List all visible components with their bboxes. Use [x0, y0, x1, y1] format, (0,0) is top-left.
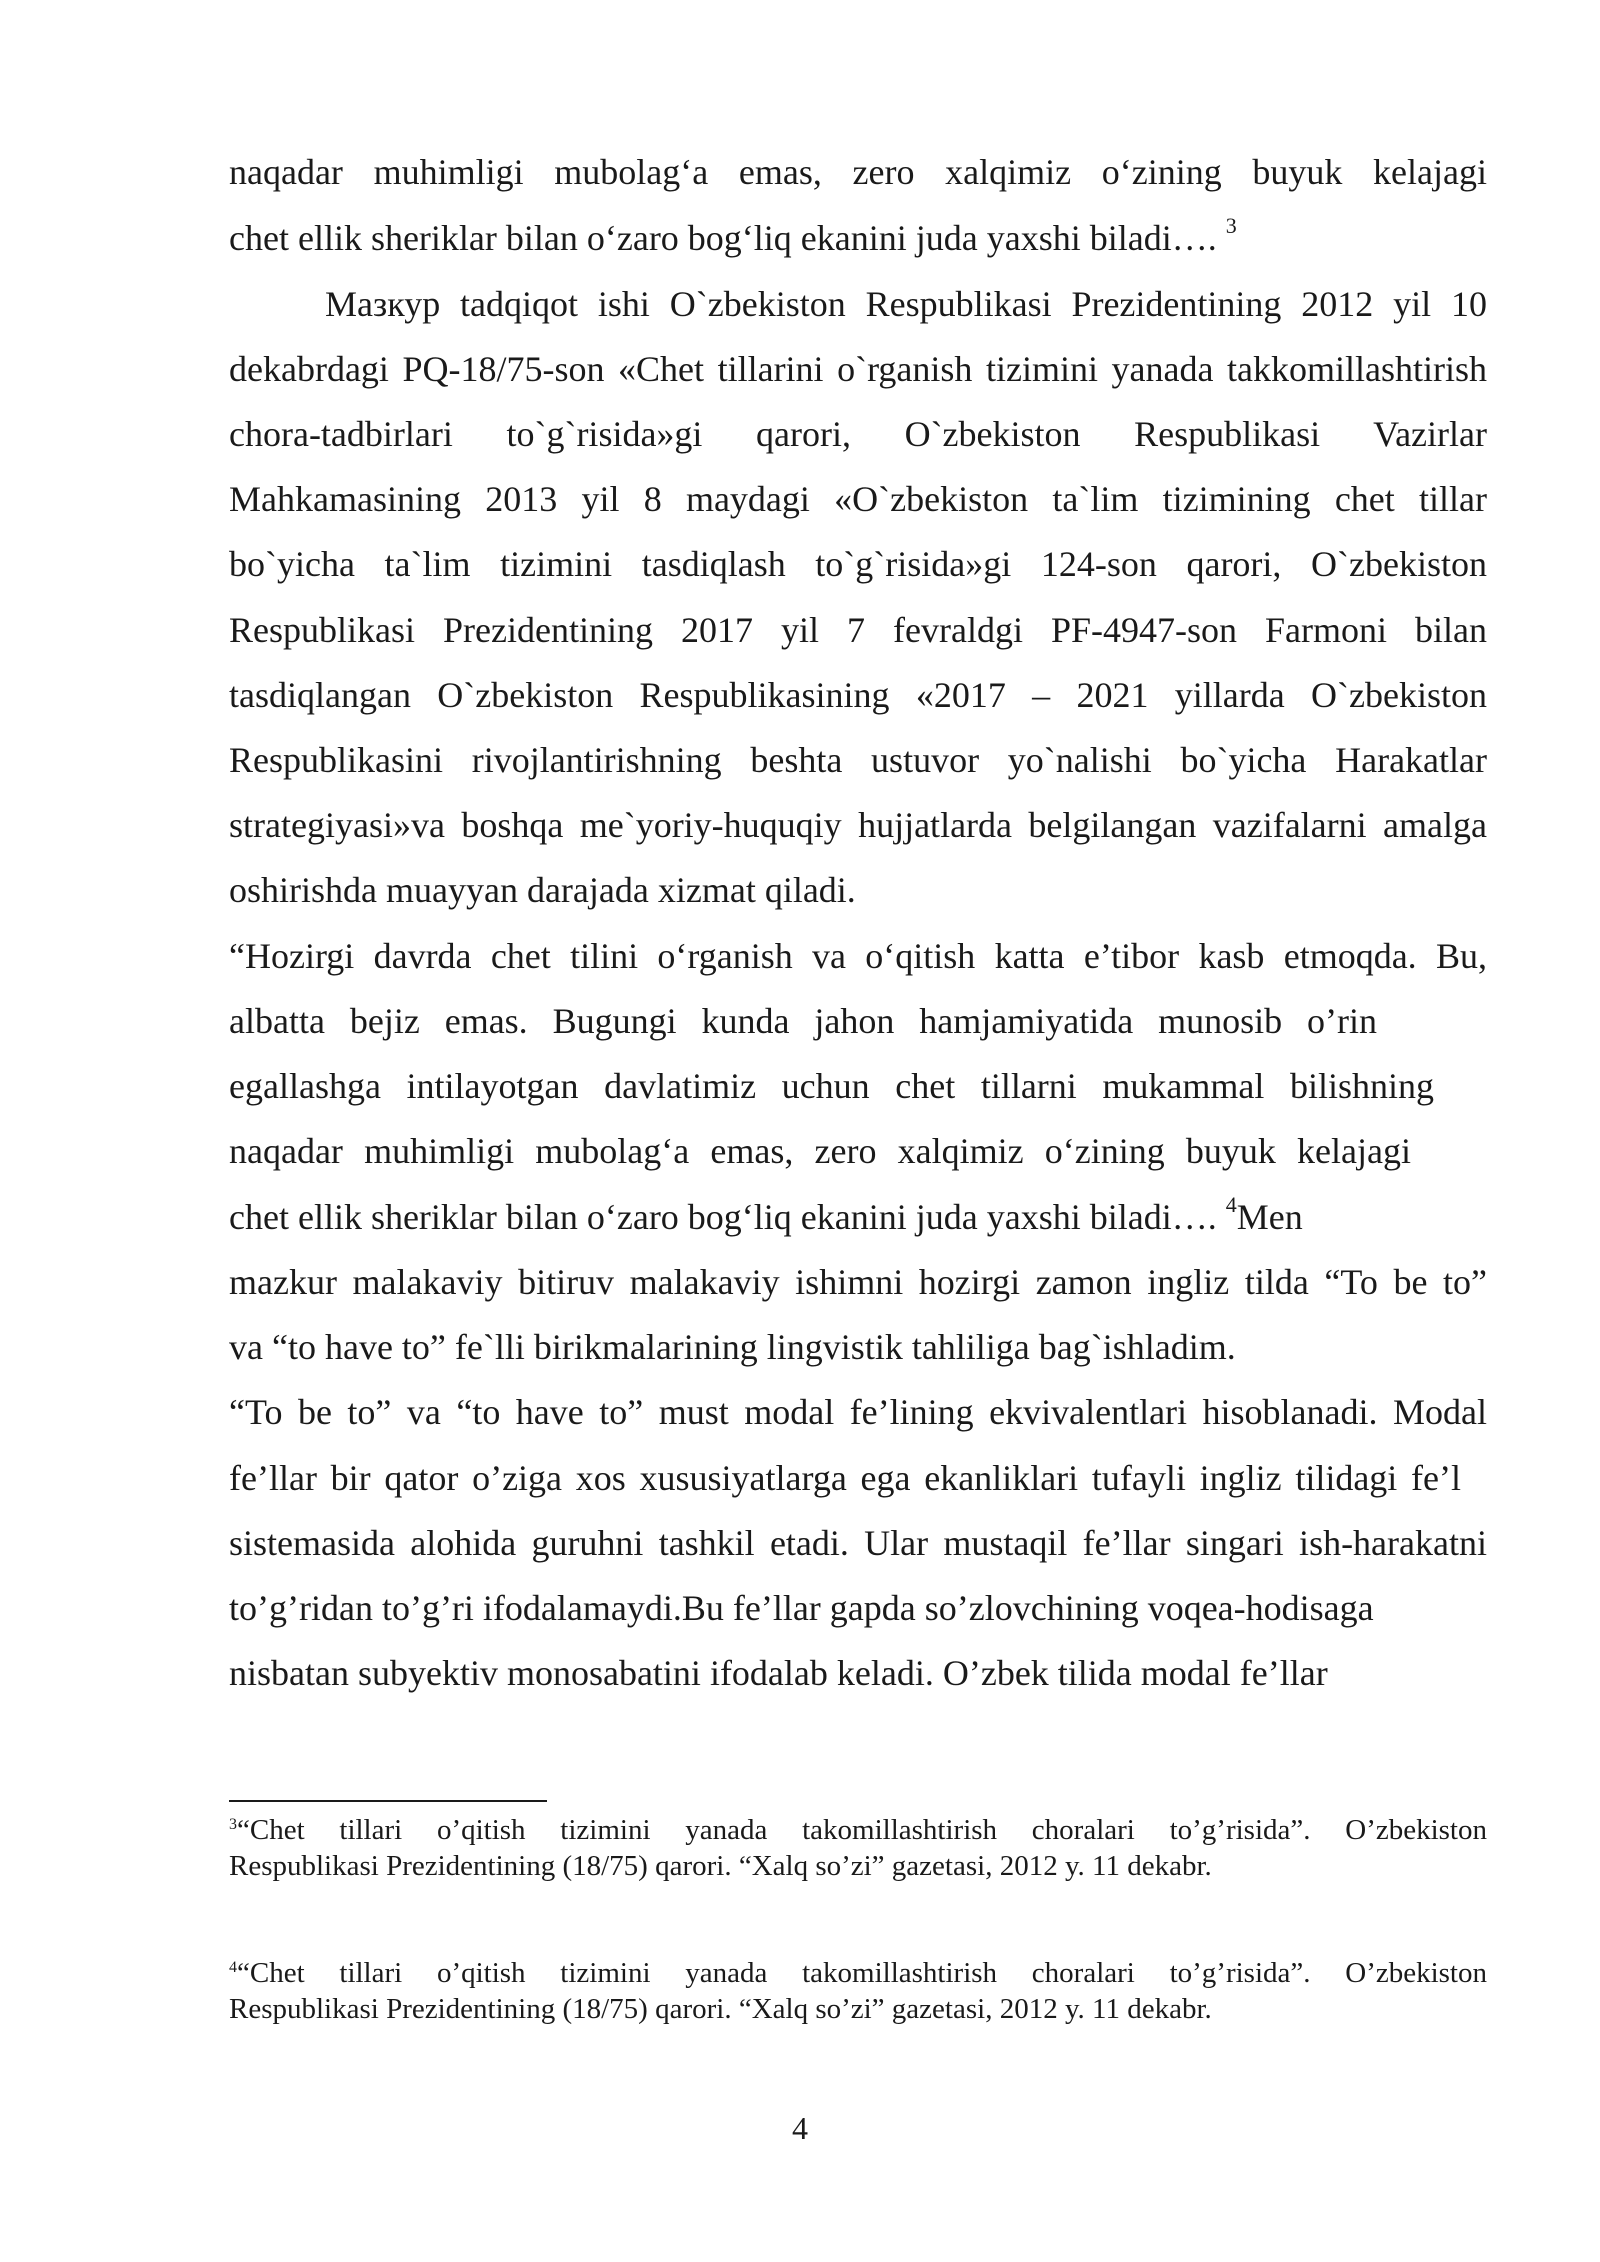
- body-line-14: [229, 999, 1377, 1043]
- body-text: chora-tadbirlari to`g`risida»gi qarori, O`zbekiston Respublikasi Vazirlar: [229, 414, 1487, 454]
- body-text: Mahkamasining 2013 yil 8 maydagi «O`zbekiston ta`lim tizimining chet tillar: [229, 479, 1487, 519]
- body-text: Men: [1236, 1197, 1303, 1237]
- body-line-22: [229, 1521, 1487, 1565]
- footnote-text: “Chet tillari o’qitish tizimini yanada takomillashtirish choralari to’g’risida”. O’zbekiston: [237, 1957, 1487, 1989]
- body-line-9: [229, 673, 1487, 717]
- body-line-17: [229, 1192, 1487, 1239]
- footnote-mark: 3: [229, 1816, 237, 1833]
- body-line-13: [229, 934, 1487, 978]
- footnote-3-line-2: [229, 1848, 1487, 1884]
- body-text: “To be to” va “to have to” must modal fe’lining ekvivalentlari hisoblanadi. Modal: [229, 1392, 1487, 1432]
- body-text: bo`yicha ta`lim tizimini tasdiqlash to`g`risida»gi 124-son qarori, O`zbekiston: [229, 544, 1487, 584]
- footnote-reference: 3: [1225, 213, 1237, 238]
- body-line-6: [229, 477, 1487, 521]
- body-text: naqadar muhimligi mubolag‘a emas, zero xalqimiz o‘zining buyuk kelajagi: [229, 152, 1487, 192]
- body-text: Мазкур tadqiqot ishi O`zbekiston Respublikasi Prezidentining 2012 yil 10: [325, 284, 1487, 324]
- body-line-12: [229, 868, 1487, 912]
- body-line-7: [229, 542, 1487, 586]
- body-text: tasdiqlangan O`zbekiston Respublikasining «2017 – 2021 yillarda O`zbekiston: [229, 675, 1487, 715]
- body-text: chet ellik sheriklar bilan o‘zaro bog‘liq ekanini juda yaxshi biladi….: [229, 1197, 1217, 1237]
- body-line-2: [229, 213, 1487, 260]
- page-number: 4: [792, 2110, 808, 2146]
- footnote-text: Respublikasi Prezidentining (18/75) qarori. “Xalq so’zi” gazetasi, 2012 y. 11 dekabr.: [229, 1993, 1212, 2025]
- body-text: Respublikasi Prezidentining 2017 yil 7 fevraldgi PF-4947-son Farmoni bilan: [229, 610, 1487, 650]
- body-line-23: [229, 1586, 1487, 1630]
- body-line-4: [229, 347, 1487, 391]
- footnote-4-line-2: [229, 1991, 1487, 2027]
- footnote-text: “Chet tillari o’qitish tizimini yanada takomillashtirish choralari to’g’risida”. O’zbekiston: [237, 1814, 1487, 1846]
- body-text: “Hozirgi davrda chet tilini o‘rganish va o‘qitish katta e’tibor kasb etmoqda. Bu,: [229, 936, 1487, 976]
- body-text: strategiyasi»va boshqa me`yoriy-huquqiy hujjatlarda belgilangan vazifalarni amalga: [229, 805, 1487, 845]
- body-line-18: [229, 1260, 1487, 1304]
- body-text: nisbatan subyektiv monosabatini ifodalab keladi. O’zbek tilida modal fe’llar: [229, 1653, 1328, 1693]
- body-text: to’g’ridan to’g’ri ifodalamaydi.Bu fe’llar gapda so’zlovchining voqea-hodisaga: [229, 1588, 1374, 1628]
- body-line-10: [229, 738, 1487, 782]
- footnote-reference: 4: [1225, 1192, 1237, 1217]
- body-line-24: [229, 1651, 1487, 1695]
- body-line-19: [229, 1325, 1487, 1369]
- body-text: albatta bejiz emas. Bugungi kunda jahon hamjamiyatida munosib o’rin: [229, 1001, 1377, 1041]
- body-text: dekabrdagi PQ-18/75-son «Chet tillarini o`rganish tizimini yanada takkomillashtirish: [229, 349, 1487, 389]
- body-line-16: [229, 1129, 1411, 1173]
- body-text: fe’llar bir qator o’ziga xos xususiyatlarga ega ekanliklari tufayli ingliz tilidagi fe’l: [229, 1458, 1461, 1498]
- body-text: oshirishda muayyan darajada xizmat qiladi.: [229, 870, 856, 910]
- body-line-15: [229, 1064, 1434, 1108]
- body-text: sistemasida alohida guruhni tashkil etadi. Ular mustaqil fe’llar singari ish-harakatni: [229, 1523, 1487, 1563]
- body-text: egallashga intilayotgan davlatimiz uchun chet tillarni mukammal bilishning: [229, 1066, 1434, 1106]
- body-line-8: [229, 608, 1487, 652]
- body-line-3: [325, 282, 1487, 326]
- body-line-21: [229, 1456, 1461, 1500]
- body-text: naqadar muhimligi mubolag‘a emas, zero xalqimiz o‘zining buyuk kelajagi: [229, 1131, 1411, 1171]
- body-text: chet ellik sheriklar bilan o‘zaro bog‘liq ekanini juda yaxshi biladi….: [229, 218, 1217, 258]
- footnote-text: Respublikasi Prezidentining (18/75) qarori. “Xalq so’zi” gazetasi, 2012 y. 11 dekabr.: [229, 1850, 1212, 1882]
- body-line-11: [229, 803, 1487, 847]
- body-line-20: [229, 1390, 1487, 1434]
- body-text: va “to have to” fe`lli birikmalarining lingvistik tahliliga bag`ishladim.: [229, 1327, 1236, 1367]
- body-line-5: [229, 412, 1487, 456]
- footnote-mark: 4: [229, 1959, 237, 1976]
- body-line-1: [229, 150, 1487, 194]
- body-text: mazkur malakaviy bitiruv malakaviy ishimni hozirgi zamon ingliz tilda “To be to”: [229, 1262, 1487, 1302]
- footnote-4-line-1: [229, 1955, 1487, 1996]
- body-text: Respublikasini rivojlantirishning beshta ustuvor yo`nalishi bo`yicha Harakatlar: [229, 740, 1487, 780]
- footnote-separator: [229, 1800, 547, 1802]
- footnote-3-line-1: [229, 1812, 1487, 1853]
